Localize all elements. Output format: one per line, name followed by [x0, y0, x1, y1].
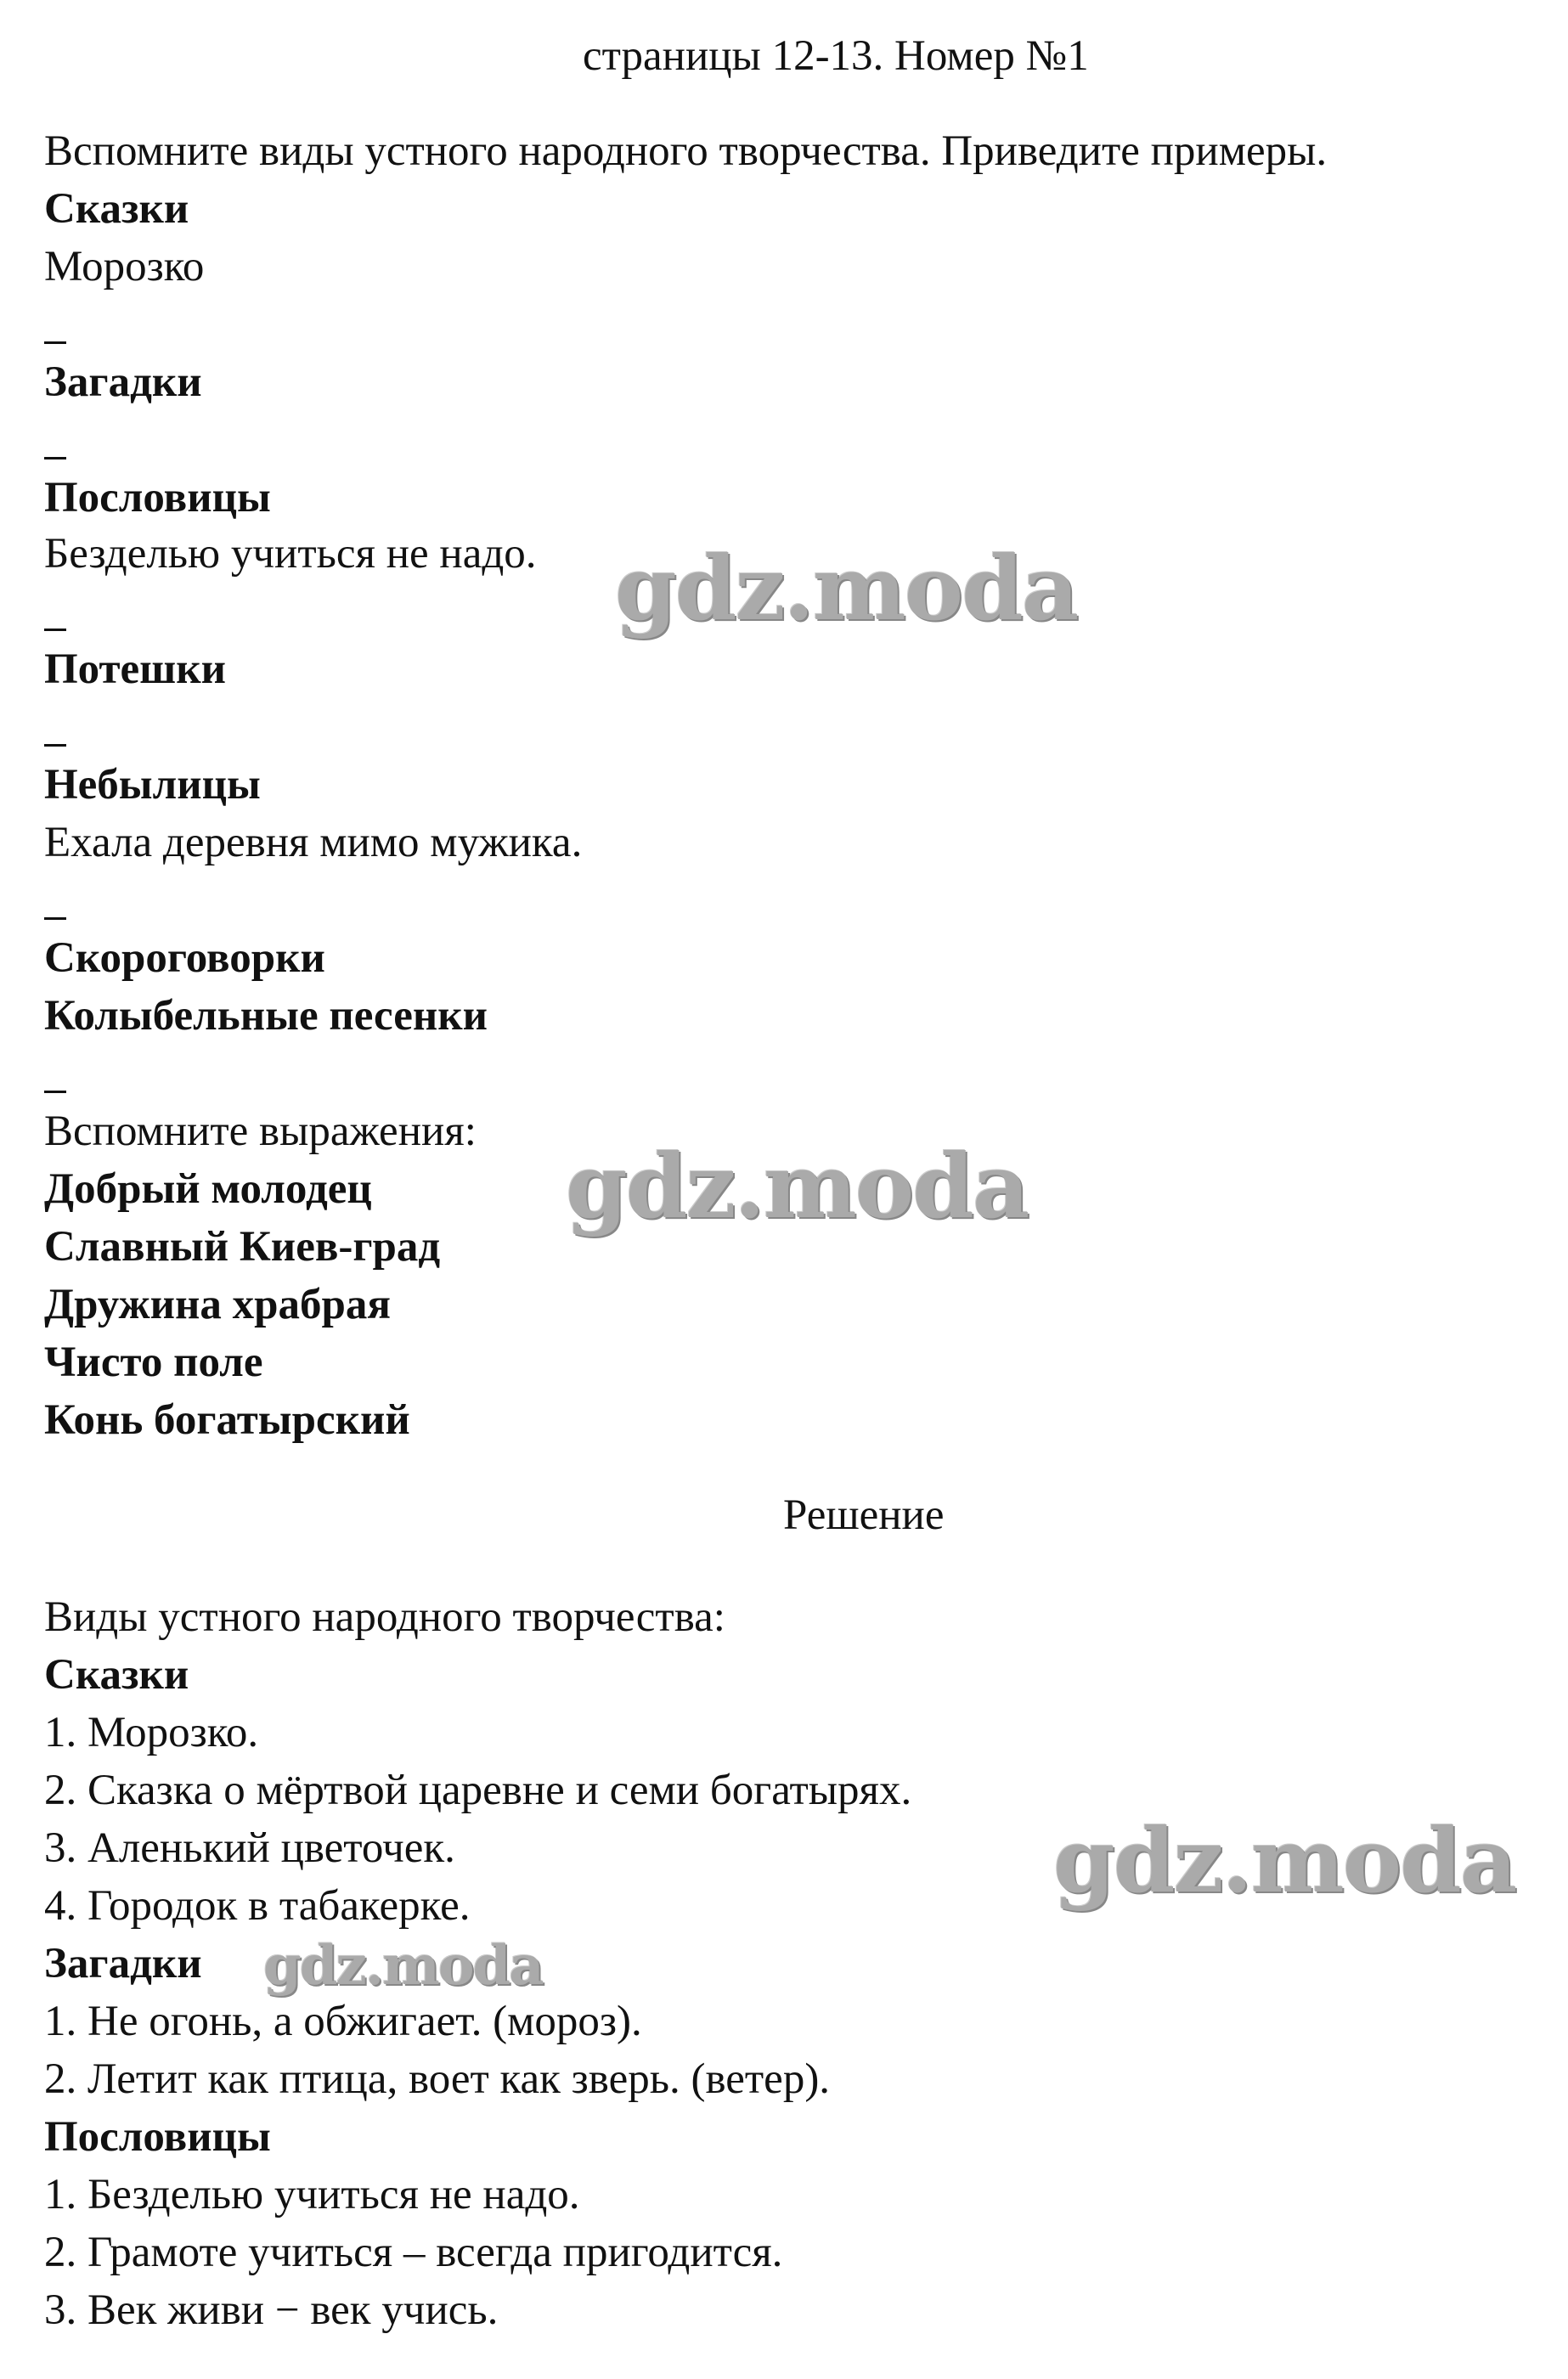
watermark: gdz.moda	[615, 536, 1078, 640]
expression-item: Чисто поле	[44, 1339, 263, 1386]
solution-item: 3. Век живи − век учись.	[44, 2286, 499, 2334]
solution-heading-fairy-tales: Сказки	[44, 1651, 189, 1699]
expression-item: Славный Киев-град	[44, 1223, 441, 1271]
heading-tall-tales: Небылицы	[44, 761, 261, 809]
expression-item: Дружина храбрая	[44, 1281, 391, 1328]
answer-blank	[44, 341, 66, 344]
solution-heading-riddles: Загадки	[44, 1940, 202, 1987]
solution-item: 2. Летит как птица, воет как зверь. (ветер).	[44, 2055, 831, 2103]
example-proverb: Безделью учиться не надо.	[44, 530, 537, 578]
answer-blank	[44, 744, 66, 747]
heading-proverbs: Пословицы	[44, 474, 271, 521]
watermark: gdz.moda	[1053, 1808, 1516, 1913]
heading-riddles: Загадки	[44, 358, 202, 406]
solution-title: Решение	[783, 1491, 945, 1539]
watermark: gdz.moda	[566, 1134, 1029, 1238]
solution-item: 2. Сказка о мёртвой царевне и семи богатырях.	[44, 1767, 912, 1814]
heading-fairy-tales: Сказки	[44, 185, 189, 233]
answer-blank	[44, 457, 66, 459]
heading-tongue-twisters: Скороговорки	[44, 934, 325, 982]
solution-heading-proverbs: Пословицы	[44, 2113, 271, 2161]
expression-item: Конь богатырский	[44, 1396, 410, 1444]
expressions-prompt: Вспомните выражения:	[44, 1108, 477, 1155]
example-fairy-tale: Морозко	[44, 243, 205, 290]
solution-item: 2. Грамоте учиться – всегда пригодится.	[44, 2229, 783, 2276]
heading-lullabies: Колыбельные песенки	[44, 992, 488, 1040]
answer-blank	[44, 917, 66, 920]
solution-item: 1. Безделью учиться не надо.	[44, 2171, 580, 2218]
answer-blank	[44, 1091, 66, 1093]
solution-item: 4. Городок в табакерке.	[44, 1882, 471, 1930]
heading-nursery-rhymes: Потешки	[44, 645, 227, 693]
answer-blank	[44, 629, 66, 631]
page-title: страницы 12-13. Номер №1	[583, 32, 1089, 80]
solution-item: 1. Морозко.	[44, 1709, 259, 1756]
expression-item: Добрый молодец	[44, 1165, 372, 1213]
watermark: gdz.moda	[263, 1934, 543, 1998]
example-tall-tale: Ехала деревня мимо мужика.	[44, 819, 583, 866]
solution-item: 3. Аленький цветочек.	[44, 1824, 455, 1872]
task-prompt: Вспомните виды устного народного творчества. Приведите примеры.	[44, 127, 1328, 175]
solution-intro: Виды устного народного творчества:	[44, 1593, 725, 1641]
solution-item: 1. Не огонь, а обжигает. (мороз).	[44, 1998, 642, 2045]
